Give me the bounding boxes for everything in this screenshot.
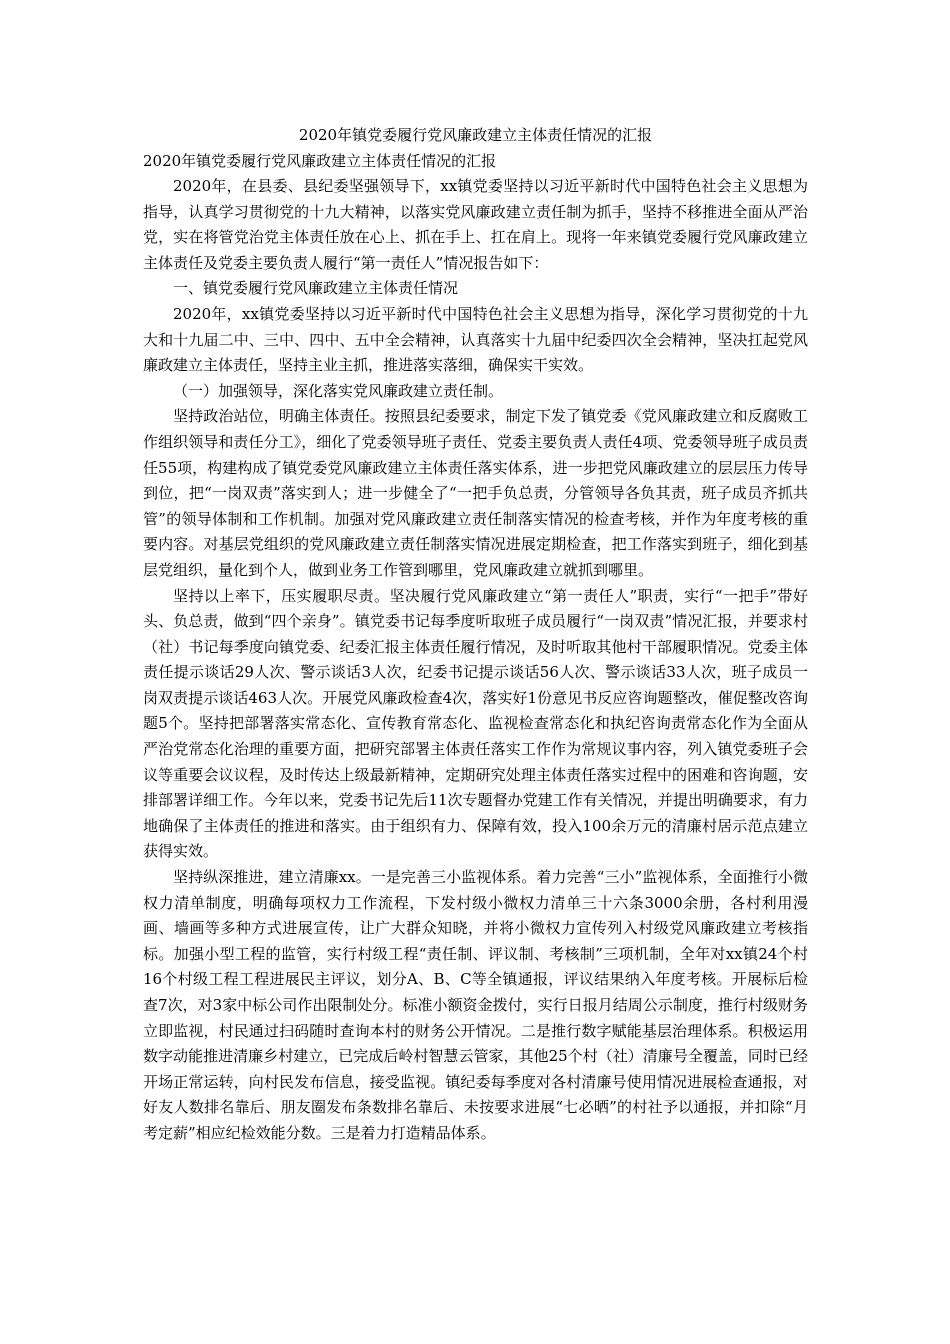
document-subtitle: 2020年镇党委履行党风廉政建立主体责任情况的汇报 bbox=[143, 152, 497, 170]
paragraph-deepening: 坚持纵深推进，建立清廉xx。一是完善三小监视体系。着力完善“三小”监视体系，全面推行小微权力清单制度，明确每项权力工作流程，下发村级小微权力清单三十六条3000余册，各村利用漫画、墙画等多种方式进展宣传，让广大群众知晓，并将小微权力宣传列入村级党风廉政建立考核指标。加强小型工程的监管，实行村级工程“责任制、评议制、考核制”三项机制，全年对xx镇24个村16个村级工程工程进展民主评议，划分A、B、C等全镇通报，评议结果纳入年度考核。开展标后检查7次，对3家中标公司作出限制处分。标准小额资金拨付，实行日报月结周公示制度，推行村级财务立即监视，村民通过扫码随时查询本村的财务公开情况。二是推行数字赋能基层治理体系。积极运用数字动能推进清廉乡村建立，已完成后岭村智慧云管家，其他25个村（社）清廉号全覆盖，同时已经开场正常运转，向村民发布信息，接受监视。镇纪委每季度对各村清廉号使用情况进展检查通报，对好友人数排名靠后、朋友圈发布条数排名靠后、未按要求进展“七必晒”的村社予以通报，并扣除“月考定薪”相应纪检效能分数。三是着力打造精品体系。 bbox=[143, 868, 808, 1142]
document-title: 2020年镇党委履行党风廉政建立主体责任情况的汇报 bbox=[298, 126, 653, 144]
document-page bbox=[143, 122, 808, 1147]
paragraph-intro: 2020年，在县委、县纪委坚强领导下，xx镇党委坚持以习近平新时代中国特色社会主义思想为指导，认真学习贯彻党的十九大精神，以落实党风廉政建立责任制为抓手，坚持不移推进全面从严治党，实在将管党治党主体责任放在心上、抓在手上、扛在肩上。现将一年来镇党委履行党风廉政建立主体责任及党委主要负责人履行“第一责任人”情况报告如下： bbox=[143, 177, 808, 272]
section-heading-1: 一、镇党委履行党风廉政建立主体责任情况 bbox=[173, 279, 459, 298]
paragraph-political-stance: 坚持政治站位，明确主体责任。按照县纪委要求，制定下发了镇党委《党风廉政建立和反腐败工作组织领导和责任分工》，细化了党委领导班子责任、党委主要负责人责任4项、党委领导班子成员责任55项，构建构成了镇党委党风廉政建立主体责任落实体系，进一步把党风廉政建立的层层压力传导到位，把“一岗双责”落实到人；进一步健全了“一把手负总责，分管领导各负其责，班子成员齐抓共管”的领导体制和工作机制。加强对党风廉政建立责任制落实情况的检查考核，并作为年度考核的重要内容。对基层党组织的党风廉政建立责任制落实情况进展定期检查，把工作落实到班子，细化到基层党组织，量化到个人，做到业务工作管到哪里，党风廉政建立就抓到哪里。 bbox=[143, 407, 808, 579]
subsection-heading-1: （一）加强领导，深化落实党风廉政建立责任制。 bbox=[173, 381, 504, 400]
paragraph-section-1-intro: 2020年，xx镇党委坚持以习近平新时代中国特色社会主义思想为指导，深化学习贯彻党的十九大和十九届二中、三中、四中、五中全会精神，认真落实十九届中纪委四次全会精神，坚决扛起党风廉政建立主体责任，坚持主业主抓，推进落实落细，确保实干实效。 bbox=[143, 304, 808, 375]
paragraph-leading-by-example: 坚持以上率下，压实履职尽责。坚决履行党风廉政建立“第一责任人”职责，实行“一把手”带好头、负总责，做到“四个亲身”。镇党委书记每季度听取班子成员履行“一岗双责”情况汇报，并要求村（社）书记每季度向镇党委、纪委汇报主体责任履行情况，及时听取其他村干部履职情况。党委主体责任提示谈话29人次、警示谈话3人次，纪委书记提示谈话56人次、警示谈话33人次，班子成员一岗双责提示谈话463人次。开展党风廉政检查4次，落实好1份意见书反应咨询题整改，催促整改咨询题5个。坚持把部署落实常态化、宣传教育常态化、监视检查常态化和执纪咨询责常态化作为全面从严治党常态化治理的重要方面，把研究部署主体责任落实工作作为常规议事内容，列入镇党委班子会议等重要会议议程，及时传达上级最新精神，定期研究处理主体责任落实过程中的困难和咨询题，安排部署详细工作。今年以来，党委书记先后11次专题督办党建工作有关情况，并提出明确要求，有力地确保了主体责任的推进和落实。由于组织有力、保障有效，投入100余万元的清廉村居示范点建立获得实效。 bbox=[143, 586, 808, 861]
